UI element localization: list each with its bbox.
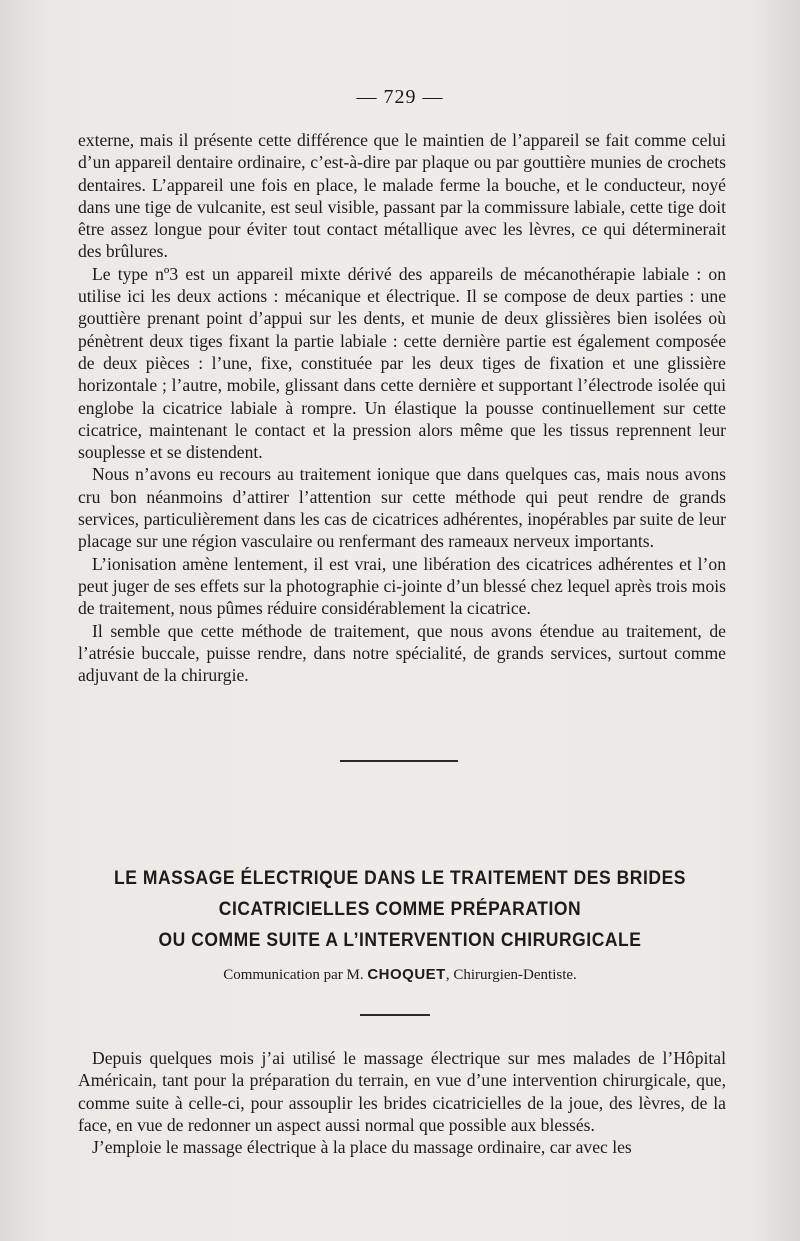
paragraph: L’ionisation amène lentement, il est vrai, une libération des cicatrices adhérentes et l’on peut juger de ses effets sur la photographie ci-jointe d’un blessé chez lequel après trois mois de traitement, nous pûmes réduire considérablement la cicatrice. <box>78 553 727 619</box>
paragraph: Le type nº3 est un appareil mixte dérivé des appareils de mécanothérapie labiale : on utilise ici les deux actions : mécanique et électrique. Il se compose de deux parties : une gouttière prenant point d’appui sur les dents, et munie de deux glissières bien isolées où pénètrent deux tiges fixant la partie labiale : cette dernière partie est également composée de deux pièces : l’une, fixe, constituée par les deux tiges de fixation et une glissière horizontale ; l’autre, mobile, glissant dans cette dernière et supportant l’électrode isolée qui englobe la cicatrice labiale à rompre. Un élastique la pousse continuellement sur cette cicatrice, maintenant le contact et la pression alors même que les tissus reprennent leur souplesse et se distendent. <box>78 263 726 463</box>
byline-prefix: Communication par M. <box>223 967 364 983</box>
byline-suffix: , Chirurgien-Dentiste. <box>445 967 577 983</box>
byline <box>0 966 800 984</box>
paragraph: J’emploie le massage électrique à la place du massage ordinaire, car avec les <box>92 1137 632 1158</box>
section-divider <box>340 760 458 762</box>
paragraph: Il semble que cette méthode de traitement, que nous avons étendue au traitement, de l’atrésie buccale, puisse rendre, dans notre spécialité, de grands services, surtout comme adjuvant de la chirurgie. <box>78 620 726 686</box>
page-number: — 729 — <box>356 86 444 108</box>
paragraph: Depuis quelques mois j’ai utilisé le massage électrique sur mes malades de l’Hôpital Américain, tant pour la préparation du terrain, en vue d’une intervention chirurgicale, que, comme suite à celle-ci, pour assouplir les brides cicatricielles de la joue, des lèvres, de la face, en vue de redonner un aspect aussi normal que possible aux blessés. <box>78 1048 726 1135</box>
title-divider <box>360 1014 430 1016</box>
article-body <box>78 1047 726 1158</box>
article-title-line: OU COMME SUITE A L’INTERVENTION CHIRURGICALE <box>158 930 642 951</box>
article-title-line: CICATRICIELLES COMME PRÉPARATION <box>218 899 582 920</box>
continued-text-section <box>78 129 726 686</box>
article-title-line: LE MASSAGE ÉLECTRIQUE DANS LE TRAITEMENT DES BRIDES <box>113 868 687 889</box>
paragraph: Nous n’avons eu recours au traitement ionique que dans quelques cas, mais nous avons cru bon néanmoins d’attirer l’attention sur cette méthode qui peut rendre de grands services, particulièrement dans les cas de cicatrices adhérentes, inopérables par suite de leur placage sur une région vasculaire ou renfermant des rameaux nerveux importants. <box>78 464 726 552</box>
author-name: CHOQUET <box>367 966 446 983</box>
paragraph: externe, mais il présente cette différence que le maintien de l’appareil se fait comme celui d’un appareil dentaire ordinaire, c’est-à-dire par plaque ou par gouttière munies de crochets dentaires. L’appareil une fois en place, le malade ferme la bouche, et le conducteur, noyé dans une tige de vulcanite, est seul visible, passant par la commissure labiale, cette tige doit être assez longue pour éviter tout contact métallique avec les lèvres, ce qui déterminerait des brûlures. <box>78 130 726 262</box>
